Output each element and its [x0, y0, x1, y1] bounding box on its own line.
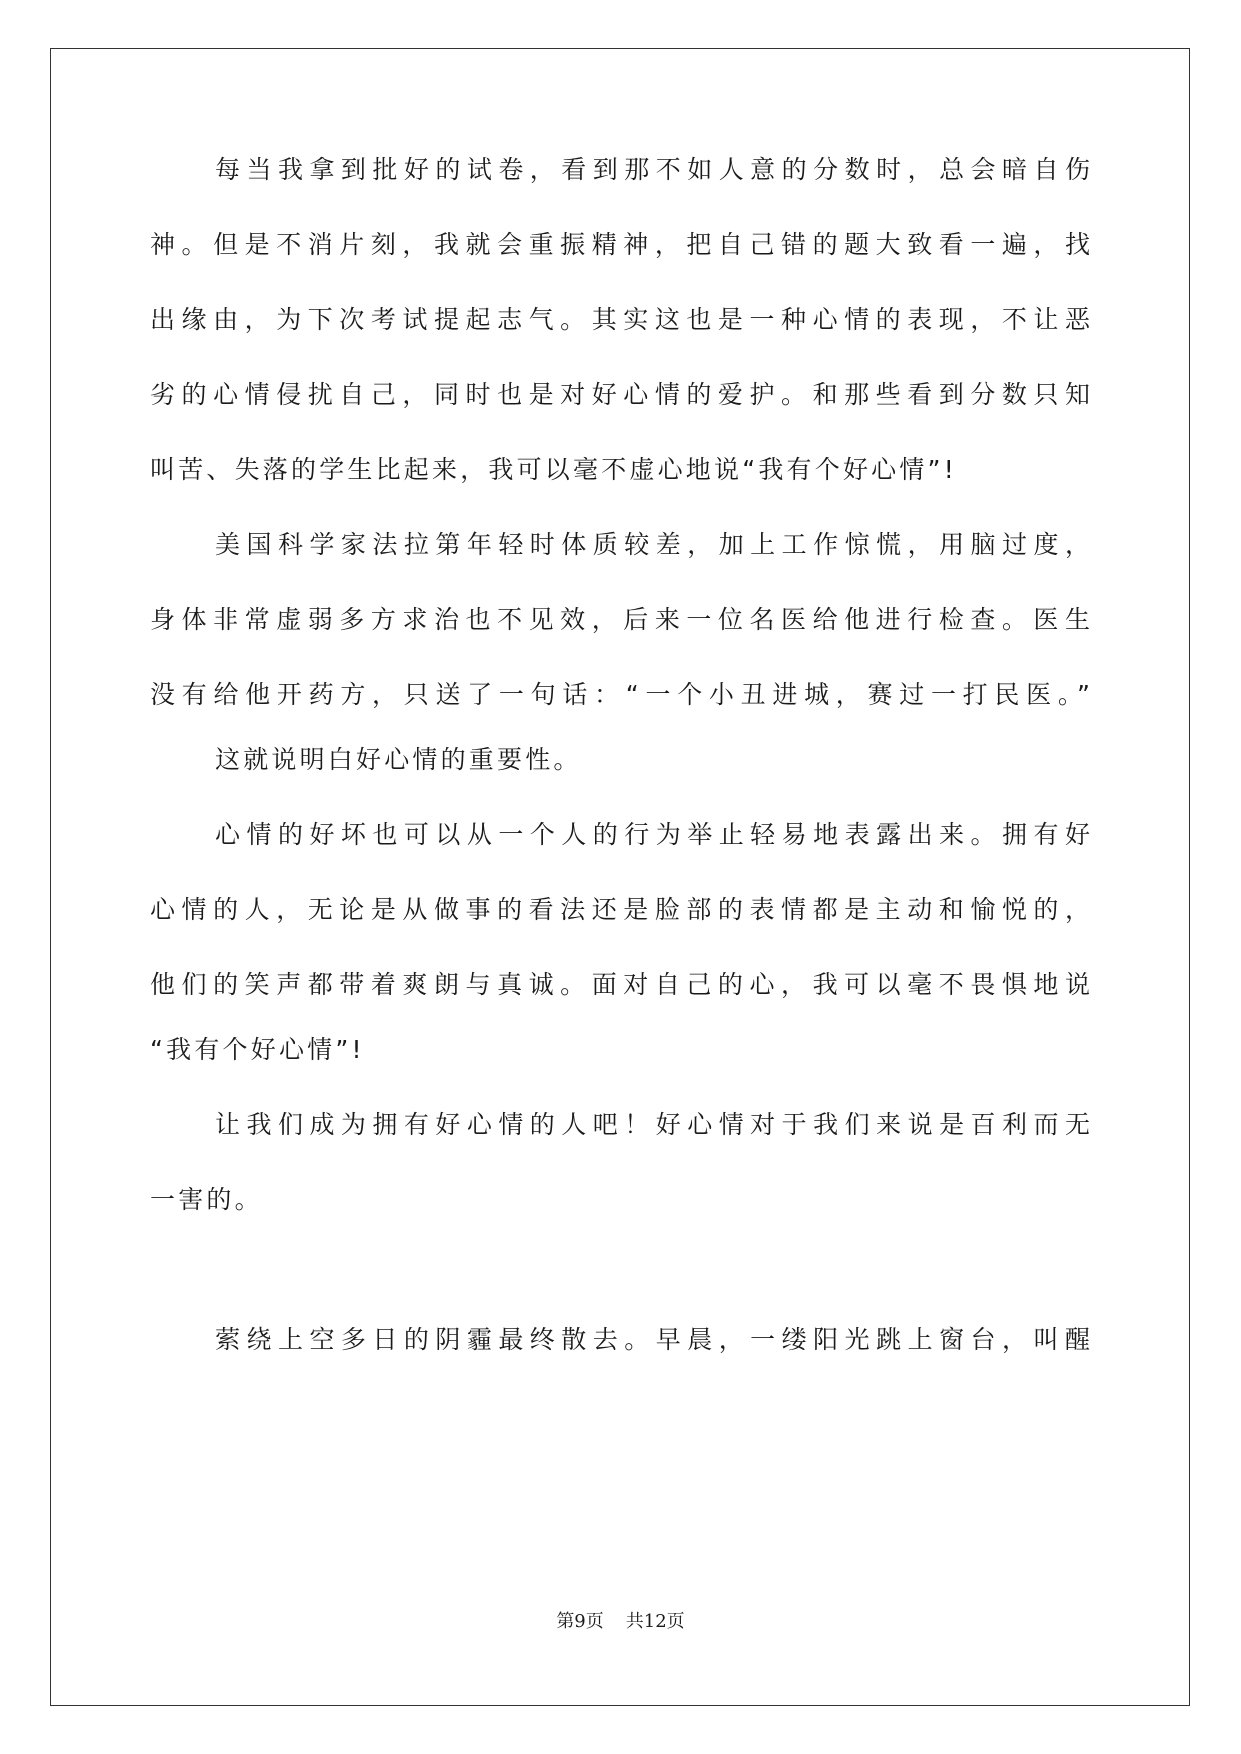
page-footer: [0, 1610, 1241, 1634]
body-line: 出缘由，为下次考试提起志气。其实这也是一种心情的表现，不让恶: [150, 305, 1090, 334]
body-line: 劣的心情侵扰自己，同时也是对好心情的爱护。和那些看到分数只知: [150, 380, 1090, 409]
body-line: 每当我拿到批好的试卷，看到那不如人意的分数时，总会暗自伤: [215, 155, 1090, 184]
body-line: “我有个好心情”!: [150, 1035, 365, 1064]
body-line: 神。但是不消片刻，我就会重振精神，把自己错的题大致看一遍，找: [150, 230, 1090, 259]
body-line: 没有给他开药方，只送了一句话：“一个小丑进城，赛过一打民医。”: [150, 680, 1090, 709]
body-line: 萦绕上空多日的阴霾最终散去。早晨，一缕阳光跳上窗台，叫醒: [215, 1325, 1090, 1354]
body-line: 心情的好坏也可以从一个人的行为举止轻易地表露出来。拥有好: [215, 820, 1090, 849]
page-frame: [50, 48, 1190, 1706]
body-line: 这就说明白好心情的重要性。: [215, 745, 582, 774]
body-line: 他们的笑声都带着爽朗与真诚。面对自己的心，我可以毫不畏惧地说: [150, 970, 1090, 999]
body-line: 一害的。: [150, 1185, 263, 1214]
page-number: 第9页: [556, 1611, 604, 1632]
body-line: 美国科学家法拉第年轻时体质较差，加上工作惊慌，用脑过度，: [215, 530, 1090, 559]
page-total: 共12页: [625, 1611, 685, 1632]
body-line: 叫苦、失落的学生比起来，我可以毫不虚心地说“我有个好心情”!: [150, 455, 957, 484]
body-line: 身体非常虚弱多方求治也不见效，后来一位名医给他进行检查。医生: [150, 605, 1090, 634]
body-line: 心情的人，无论是从做事的看法还是脸部的表情都是主动和愉悦的，: [150, 895, 1090, 924]
body-line: 让我们成为拥有好心情的人吧！好心情对于我们来说是百利而无: [215, 1110, 1090, 1139]
